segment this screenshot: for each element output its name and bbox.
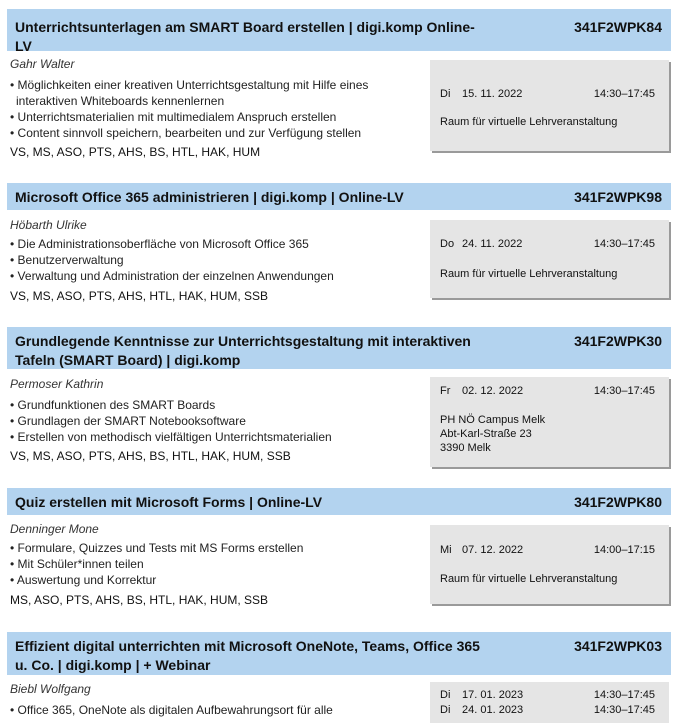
location <box>440 413 545 455</box>
course-title: Grundlegende Kenntnisse zur Unterrichtsgestaltung mit interaktiven Tafeln (SMART Board) | digi.komp <box>15 333 471 368</box>
schedule-box <box>430 220 669 298</box>
school-types: MS, ASO, PTS, AHS, BS, HTL, HAK, HUM, SSB <box>10 593 269 607</box>
course-code: 341F2WPK84 <box>574 19 662 35</box>
course-author: Denninger Mone <box>10 522 99 536</box>
topic-item: • Office 365, OneNote als digitalen Aufbewahrungsort für alle <box>10 702 420 718</box>
course-code: 341F2WPK03 <box>574 638 662 654</box>
date: 07. 12. 2022 <box>462 544 524 556</box>
topic-item: • Erstellen von methodisch vielfältigen Unterrichtsmaterialien <box>10 429 420 445</box>
course-topics <box>10 77 420 141</box>
date: 24. 01. 2023 <box>462 704 524 716</box>
weekday: Di <box>440 88 451 100</box>
date-row <box>440 88 655 100</box>
location-line: Raum für virtuelle Lehrveranstaltung <box>440 573 618 585</box>
location <box>440 572 617 586</box>
course-header <box>7 632 671 675</box>
location <box>440 115 617 129</box>
course-title: Microsoft Office 365 administrieren | digi.komp | Online-LV <box>15 189 404 205</box>
location-line: Raum für virtuelle Lehrveranstaltung <box>440 116 618 128</box>
date-row <box>440 385 655 397</box>
time: 14:30–17:45 <box>593 238 655 250</box>
course-topics <box>10 397 420 445</box>
course-header <box>7 9 671 54</box>
location <box>440 267 617 281</box>
time: 14:30–17:45 <box>593 88 655 100</box>
topic-item: • Verwaltung und Administration der einzelnen Anwendungen <box>10 268 420 284</box>
location-line: Abt-Karl-Straße 23 <box>440 428 532 440</box>
school-types: VS, MS, ASO, PTS, AHS, HTL, HAK, HUM, SSB <box>10 289 269 303</box>
topic-item: • Grundfunktionen des SMART Boards <box>10 397 420 413</box>
date-row <box>440 704 655 716</box>
topic-item: • Die Administrationsoberfläche von Microsoft Office 365 <box>10 236 420 252</box>
schedule-box <box>430 377 669 467</box>
weekday: Fr <box>440 385 451 397</box>
course-title: Unterrichtsunterlagen am SMART Board erstellen | digi.komp Online-LV <box>15 19 475 54</box>
course-code: 341F2WPK98 <box>574 189 662 205</box>
course-header <box>7 183 671 210</box>
location-line: PH NÖ Campus Melk <box>440 414 546 426</box>
date-row <box>440 238 655 250</box>
location-line: Raum für virtuelle Lehrveranstaltung <box>440 268 618 280</box>
date-row <box>440 689 655 701</box>
course-topics <box>10 702 420 718</box>
date-row <box>440 544 655 556</box>
topic-item: • Benutzerverwaltung <box>10 252 420 268</box>
weekday: Mi <box>440 544 452 556</box>
course-code: 341F2WPK30 <box>574 333 662 349</box>
time: 14:00–17:15 <box>593 544 655 556</box>
schedule-box <box>430 682 669 723</box>
date: 15. 11. 2022 <box>462 88 523 100</box>
topic-item: • Content sinnvoll speichern, bearbeiten und zur Verfügung stellen <box>10 125 420 141</box>
course-title: Effizient digital unterrichten mit Microsoft OneNote, Teams, Office 365 u. Co. | digi.komp | + Webinar <box>15 638 480 673</box>
course-author: Höbarth Ulrike <box>10 218 87 232</box>
course-topics <box>10 540 420 588</box>
time: 14:30–17:45 <box>593 704 655 716</box>
school-types: VS, MS, ASO, PTS, AHS, BS, HTL, HAK, HUM <box>10 145 261 159</box>
topic-item: • Möglichkeiten einer kreativen Unterrichtsgestaltung mit Hilfe eines interaktiven Whiteboards kennenlernen <box>10 77 420 109</box>
course-author: Permoser Kathrin <box>10 377 104 391</box>
time: 14:30–17:45 <box>593 385 655 397</box>
weekday: Di <box>440 704 451 716</box>
topic-item: • Mit Schüler*innen teilen <box>10 556 420 572</box>
topic-item: • Auswertung und Korrektur <box>10 572 420 588</box>
date: 17. 01. 2023 <box>462 689 524 701</box>
course-header <box>7 327 671 369</box>
course-code: 341F2WPK80 <box>574 494 662 510</box>
topic-item: • Unterrichtsmaterialien mit multimedialem Anspruch erstellen <box>10 109 420 125</box>
course-header <box>7 488 671 515</box>
course-title: Quiz erstellen mit Microsoft Forms | Online-LV <box>15 494 323 510</box>
topic-item: • Formulare, Quizzes und Tests mit MS Forms erstellen <box>10 540 420 556</box>
school-types: VS, MS, ASO, PTS, AHS, BS, HTL, HAK, HUM, SSB <box>10 449 291 463</box>
date: 24. 11. 2022 <box>462 238 523 250</box>
course-author: Biebl Wolfgang <box>10 682 91 696</box>
course-author: Gahr Walter <box>10 57 75 71</box>
course-topics <box>10 236 420 284</box>
schedule-box <box>430 525 669 604</box>
time: 14:30–17:45 <box>593 689 655 701</box>
date: 02. 12. 2022 <box>462 385 524 397</box>
schedule-box <box>430 60 669 151</box>
weekday: Di <box>440 689 451 701</box>
weekday: Do <box>440 238 455 250</box>
location-line: 3390 Melk <box>440 442 491 454</box>
topic-item: • Grundlagen der SMART Notebooksoftware <box>10 413 420 429</box>
